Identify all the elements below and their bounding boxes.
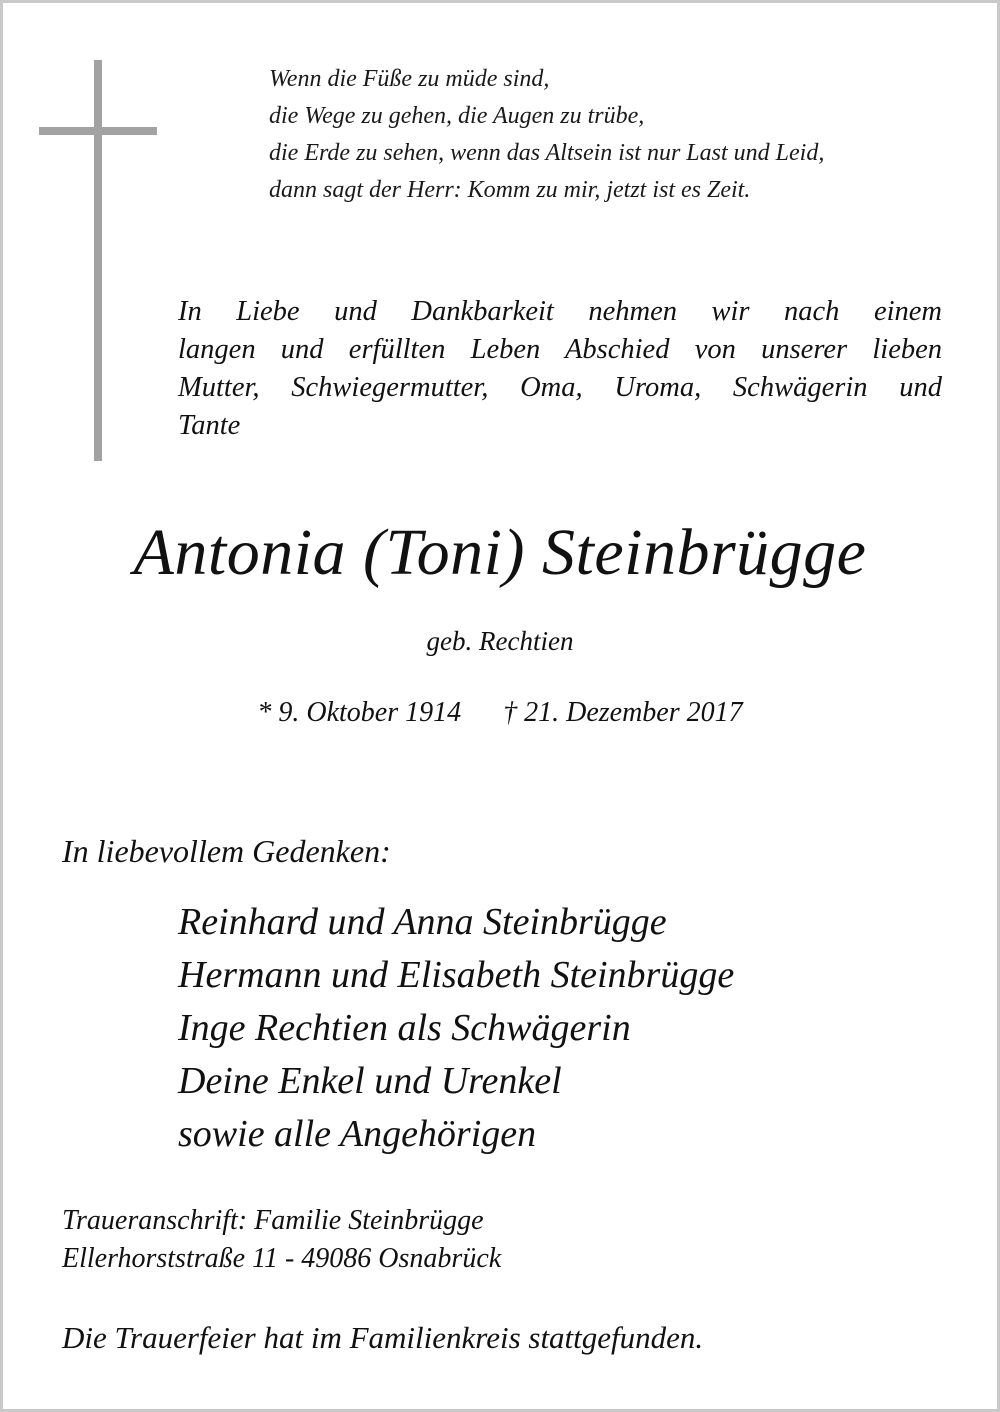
mourning-address — [62, 1202, 501, 1278]
mourner-line: Reinhard und Anna Steinbrügge — [178, 901, 667, 943]
cross-icon-horizontal-beam — [39, 127, 157, 135]
address-line: Ellerhorststraße 11 - 49086 Osnabrück — [62, 1243, 502, 1274]
mourner-line: sowie alle Angehörigen — [178, 1113, 537, 1155]
death-date: † 21. Dezember 2017 — [503, 697, 743, 728]
poem-line: die Erde zu sehen, wenn das Altsein ist nur Last und Leid, — [269, 140, 825, 166]
birth-name: geb. Rechtien — [426, 626, 574, 656]
intro-line: Mutter, Schwiegermutter, Oma, Uroma, Schwägerin und — [178, 372, 942, 403]
ceremony-note: Die Trauerfeier hat im Familienkreis stattgefunden. — [62, 1320, 704, 1355]
intro-paragraph — [178, 293, 942, 445]
intro-line: langen und erfüllten Leben Abschied von unserer lieben — [178, 334, 942, 365]
mourners-list — [178, 896, 734, 1161]
intro-line: In Liebe und Dankbarkeit nehmen wir nach einem — [178, 296, 942, 327]
mourner-line: Hermann und Elisabeth Steinbrügge — [178, 954, 735, 996]
poem — [269, 61, 969, 209]
intro-line: Tante — [178, 410, 241, 441]
poem-line: die Wege zu gehen, die Augen zu trübe, — [269, 103, 645, 129]
birth-date: * 9. Oktober 1914 — [257, 697, 462, 728]
life-dates — [3, 693, 997, 733]
poem-line: Wenn die Füße zu müde sind, — [269, 66, 550, 92]
deceased-name: Antonia (Toni) Steinbrügge — [133, 516, 867, 589]
mourner-line: Deine Enkel und Urenkel — [178, 1060, 562, 1102]
poem-line: dann sagt der Herr: Komm zu mir, jetzt ist es Zeit. — [269, 177, 751, 203]
address-line: Traueranschrift: Familie Steinbrügge — [62, 1205, 484, 1236]
mourner-line: Inge Rechtien als Schwägerin — [178, 1007, 631, 1049]
cross-icon-vertical-beam — [94, 60, 102, 461]
memory-heading: In liebevollem Gedenken: — [62, 833, 391, 869]
